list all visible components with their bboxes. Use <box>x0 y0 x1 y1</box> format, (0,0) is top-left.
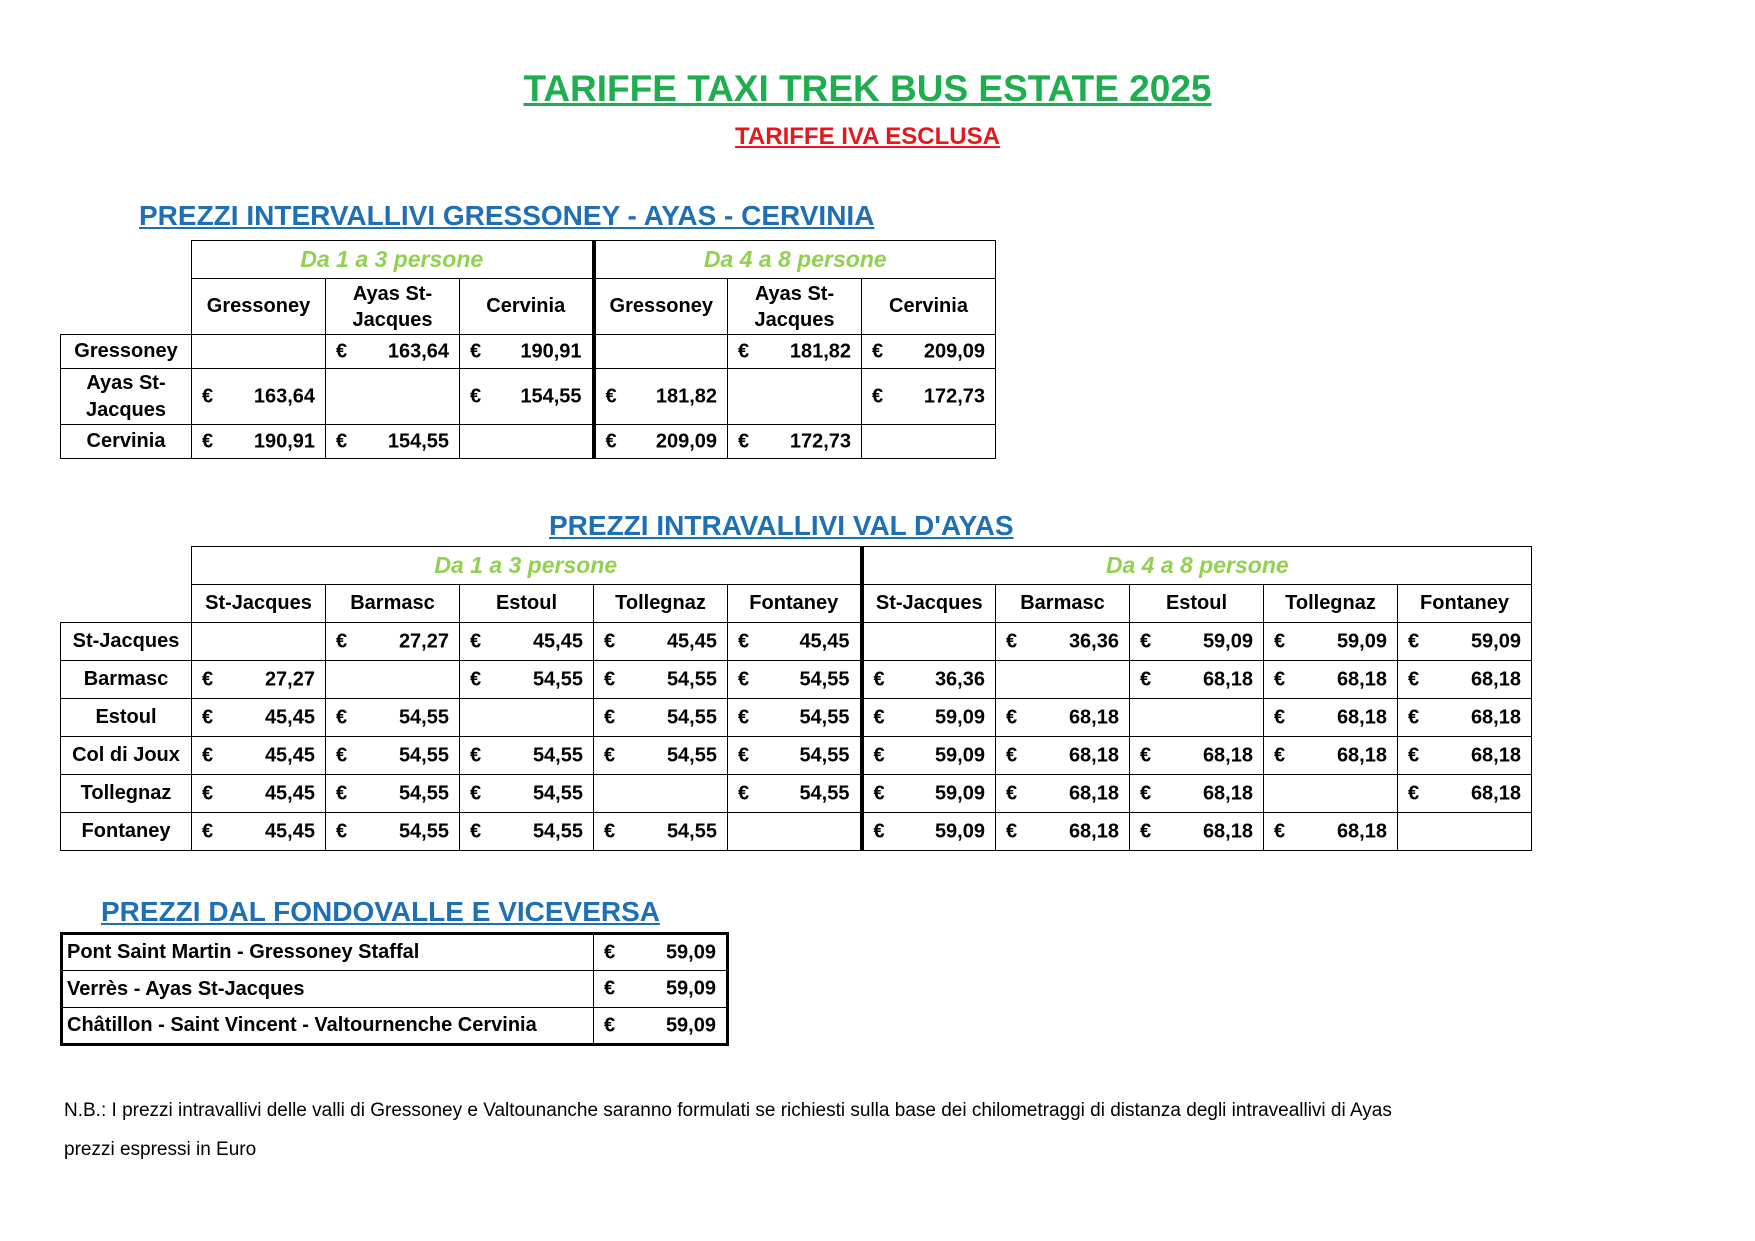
price-value: 59,09 <box>934 782 985 804</box>
price-value: 181,82 <box>655 385 717 407</box>
price-value: 59,09 <box>934 706 985 728</box>
corner-cell <box>61 241 192 279</box>
price-cell <box>326 335 460 369</box>
euro-symbol: € <box>604 1014 616 1036</box>
intervallivi-heading: PREZZI INTERVALLIVI GRESSONEY - AYAS - CERVINIA <box>139 200 875 231</box>
price-value: 68,18 <box>1202 744 1253 766</box>
price-value: 68,18 <box>1068 744 1119 766</box>
euro-symbol: € <box>605 385 617 407</box>
row-header: St-Jacques <box>61 623 192 661</box>
euro-symbol: € <box>202 430 214 452</box>
euro-symbol: € <box>873 744 885 766</box>
price-cell <box>326 425 460 459</box>
euro-symbol: € <box>604 820 616 842</box>
empty-cell <box>326 661 460 699</box>
price-value: 68,18 <box>1470 706 1521 728</box>
euro-symbol: € <box>873 706 885 728</box>
euro-symbol: € <box>1408 668 1420 690</box>
column-header: St-Jacques <box>862 585 996 623</box>
note-nb: N.B.: I prezzi intravallivi delle valli di Gressoney e Valtounanche saranno formulati se richiesti sulla base dei chilometraggi di distanza degli intraveallivi di Ayas <box>64 1100 1392 1121</box>
empty-cell <box>594 335 728 369</box>
price-value: 59,09 <box>665 977 716 1000</box>
euro-symbol: € <box>202 668 214 690</box>
empty-cell <box>460 699 594 737</box>
price-cell <box>1398 623 1532 661</box>
price-cell <box>862 335 996 369</box>
euro-symbol: € <box>738 668 750 690</box>
price-value: 45,45 <box>264 820 315 842</box>
euro-symbol: € <box>336 630 348 652</box>
table-row <box>61 699 1532 737</box>
euro-symbol: € <box>336 782 348 804</box>
route-label: Châtillon - Saint Vincent - Valtournenche Cervinia <box>62 1008 594 1045</box>
price-cell <box>862 369 996 425</box>
price-cell <box>1130 813 1264 851</box>
empty-cell <box>460 425 594 459</box>
price-cell <box>192 369 326 425</box>
price-cell <box>996 699 1130 737</box>
row-header: Gressoney <box>61 335 192 369</box>
euro-symbol: € <box>1140 668 1152 690</box>
price-cell <box>1398 661 1532 699</box>
euro-symbol: € <box>1408 706 1420 728</box>
price-cell <box>594 934 728 971</box>
group-header-1-3: Da 1 a 3 persone <box>192 241 594 279</box>
price-cell <box>460 775 594 813</box>
route-label: Pont Saint Martin - Gressoney Staffal <box>62 934 594 971</box>
price-value: 59,09 <box>934 820 985 842</box>
column-header: Cervinia <box>460 279 594 335</box>
price-value: 36,36 <box>934 668 985 690</box>
price-cell <box>594 813 728 851</box>
empty-cell <box>192 623 326 661</box>
euro-symbol: € <box>470 744 482 766</box>
price-value: 54,55 <box>398 744 449 766</box>
table-row <box>61 623 1532 661</box>
euro-symbol: € <box>1140 820 1152 842</box>
price-cell <box>192 699 326 737</box>
intravallivi-heading: PREZZI INTRAVALLIVI VAL D'AYAS <box>549 510 1014 541</box>
table-row <box>61 661 1532 699</box>
euro-symbol: € <box>1140 782 1152 804</box>
price-value: 209,09 <box>923 340 985 362</box>
column-header: Ayas St-Jacques <box>728 279 862 335</box>
euro-symbol: € <box>1408 630 1420 652</box>
price-cell <box>326 699 460 737</box>
empty-cell <box>728 813 862 851</box>
empty-cell <box>594 775 728 813</box>
price-value: 154,55 <box>520 385 582 407</box>
price-value: 54,55 <box>532 668 583 690</box>
table-row <box>61 369 996 425</box>
euro-symbol: € <box>738 782 750 804</box>
price-value: 54,55 <box>666 744 717 766</box>
price-cell <box>460 623 594 661</box>
price-cell <box>460 335 594 369</box>
corner-cell <box>61 547 192 585</box>
column-header: Ayas St-Jacques <box>326 279 460 335</box>
column-header: Fontaney <box>1398 585 1532 623</box>
euro-symbol: € <box>470 385 482 407</box>
price-value: 68,18 <box>1202 820 1253 842</box>
euro-symbol: € <box>1006 630 1018 652</box>
empty-cell <box>728 369 862 425</box>
price-cell <box>192 737 326 775</box>
row-header: Barmasc <box>61 661 192 699</box>
empty-cell <box>192 335 326 369</box>
price-cell <box>594 661 728 699</box>
euro-symbol: € <box>604 706 616 728</box>
price-value: 54,55 <box>532 820 583 842</box>
euro-symbol: € <box>202 820 214 842</box>
price-cell <box>594 699 728 737</box>
price-cell <box>728 661 862 699</box>
price-cell <box>1398 775 1532 813</box>
euro-symbol: € <box>738 744 750 766</box>
price-value: 172,73 <box>789 430 851 452</box>
column-header: Fontaney <box>728 585 862 623</box>
price-cell <box>862 775 996 813</box>
price-value: 54,55 <box>666 706 717 728</box>
euro-symbol: € <box>1006 820 1018 842</box>
price-cell <box>728 775 862 813</box>
price-value: 36,36 <box>1068 630 1119 652</box>
euro-symbol: € <box>470 668 482 690</box>
euro-symbol: € <box>604 977 616 1000</box>
price-value: 209,09 <box>655 430 717 452</box>
euro-symbol: € <box>1140 630 1152 652</box>
group-header-1-3: Da 1 a 3 persone <box>192 547 862 585</box>
price-cell <box>728 699 862 737</box>
price-cell <box>192 775 326 813</box>
price-cell <box>1130 737 1264 775</box>
price-value: 68,18 <box>1336 744 1387 766</box>
note-currency: prezzi espressi in Euro <box>64 1139 257 1160</box>
price-value: 45,45 <box>264 706 315 728</box>
price-value: 54,55 <box>398 706 449 728</box>
price-cell <box>1398 699 1532 737</box>
empty-cell <box>862 425 996 459</box>
row-header: Col di Joux <box>61 737 192 775</box>
price-value: 27,27 <box>264 668 315 690</box>
price-cell <box>594 425 728 459</box>
empty-cell <box>326 369 460 425</box>
euro-symbol: € <box>1274 706 1286 728</box>
euro-symbol: € <box>1274 820 1286 842</box>
price-cell <box>1264 813 1398 851</box>
row-header: Fontaney <box>61 813 192 851</box>
price-value: 163,64 <box>387 340 449 362</box>
price-cell <box>460 661 594 699</box>
price-cell <box>460 737 594 775</box>
euro-symbol: € <box>872 385 884 407</box>
price-value: 68,18 <box>1068 820 1119 842</box>
euro-symbol: € <box>336 744 348 766</box>
row-header: Ayas St-Jacques <box>61 369 192 425</box>
intravallivi-table <box>60 546 1532 851</box>
price-value: 54,55 <box>799 744 850 766</box>
euro-symbol: € <box>738 706 750 728</box>
row-header: Estoul <box>61 699 192 737</box>
column-header: Estoul <box>1130 585 1264 623</box>
price-value: 68,18 <box>1336 820 1387 842</box>
price-cell <box>1264 699 1398 737</box>
price-cell <box>996 813 1130 851</box>
euro-symbol: € <box>873 820 885 842</box>
price-cell <box>326 737 460 775</box>
price-cell <box>1264 737 1398 775</box>
empty-cell <box>996 661 1130 699</box>
page-subtitle: TARIFFE IVA ESCLUSA <box>735 123 1000 150</box>
column-header: St-Jacques <box>192 585 326 623</box>
euro-symbol: € <box>738 340 750 362</box>
price-value: 68,18 <box>1336 668 1387 690</box>
euro-symbol: € <box>873 668 885 690</box>
price-value: 59,09 <box>1202 630 1253 652</box>
price-cell <box>728 623 862 661</box>
euro-symbol: € <box>738 430 750 452</box>
intervallivi-table <box>60 240 996 459</box>
table-row <box>61 775 1532 813</box>
price-value: 54,55 <box>799 668 850 690</box>
euro-symbol: € <box>336 706 348 728</box>
price-value: 45,45 <box>532 630 583 652</box>
price-value: 54,55 <box>532 744 583 766</box>
empty-cell <box>1130 699 1264 737</box>
euro-symbol: € <box>1006 782 1018 804</box>
price-cell <box>594 623 728 661</box>
price-value: 68,18 <box>1068 782 1119 804</box>
euro-symbol: € <box>1274 668 1286 690</box>
euro-symbol: € <box>336 820 348 842</box>
price-value: 45,45 <box>264 744 315 766</box>
euro-symbol: € <box>336 340 348 362</box>
table-row <box>62 1008 728 1045</box>
empty-cell <box>1264 775 1398 813</box>
euro-symbol: € <box>605 430 617 452</box>
price-cell <box>862 737 996 775</box>
euro-symbol: € <box>604 630 616 652</box>
table-row <box>61 335 996 369</box>
table-row <box>61 737 1532 775</box>
price-cell <box>1398 737 1532 775</box>
euro-symbol: € <box>1006 744 1018 766</box>
table-row <box>62 934 728 971</box>
price-cell <box>326 623 460 661</box>
fondovalle-table <box>60 932 729 1046</box>
price-cell <box>594 1008 728 1045</box>
euro-symbol: € <box>470 782 482 804</box>
price-value: 154,55 <box>387 430 449 452</box>
column-header: Gressoney <box>594 279 728 335</box>
column-header: Cervinia <box>862 279 996 335</box>
route-label: Verrès - Ayas St-Jacques <box>62 971 594 1008</box>
table-row <box>61 813 1532 851</box>
price-value: 59,09 <box>934 744 985 766</box>
price-cell <box>862 661 996 699</box>
euro-symbol: € <box>470 820 482 842</box>
price-value: 45,45 <box>799 630 850 652</box>
price-value: 54,55 <box>799 706 850 728</box>
price-value: 54,55 <box>532 782 583 804</box>
euro-symbol: € <box>1408 744 1420 766</box>
price-value: 59,09 <box>665 1014 716 1036</box>
price-value: 54,55 <box>666 668 717 690</box>
price-value: 54,55 <box>666 820 717 842</box>
fondovalle-heading: PREZZI DAL FONDOVALLE E VICEVERSA <box>101 896 661 927</box>
price-cell <box>192 425 326 459</box>
price-value: 172,73 <box>923 385 985 407</box>
row-header: Cervinia <box>61 425 192 459</box>
price-cell <box>1130 775 1264 813</box>
euro-symbol: € <box>1408 782 1420 804</box>
column-header: Tollegnaz <box>1264 585 1398 623</box>
price-cell <box>594 737 728 775</box>
euro-symbol: € <box>872 340 884 362</box>
column-header: Barmasc <box>326 585 460 623</box>
price-cell <box>1130 623 1264 661</box>
euro-symbol: € <box>1140 744 1152 766</box>
price-cell <box>594 971 728 1008</box>
price-value: 27,27 <box>398 630 449 652</box>
empty-cell <box>862 623 996 661</box>
euro-symbol: € <box>1274 630 1286 652</box>
price-cell <box>862 813 996 851</box>
price-value: 45,45 <box>264 782 315 804</box>
price-cell <box>594 369 728 425</box>
price-cell <box>326 775 460 813</box>
price-value: 68,18 <box>1202 782 1253 804</box>
column-header: Estoul <box>460 585 594 623</box>
page-title: TARIFFE TAXI TREK BUS ESTATE 2025 <box>523 68 1212 109</box>
price-cell <box>996 775 1130 813</box>
price-cell <box>996 737 1130 775</box>
euro-symbol: € <box>202 385 214 407</box>
price-value: 190,91 <box>520 340 582 362</box>
euro-symbol: € <box>202 744 214 766</box>
column-header: Tollegnaz <box>594 585 728 623</box>
euro-symbol: € <box>604 744 616 766</box>
euro-symbol: € <box>202 782 214 804</box>
row-header: Tollegnaz <box>61 775 192 813</box>
price-value: 190,91 <box>253 430 315 452</box>
price-cell <box>1264 661 1398 699</box>
price-value: 68,18 <box>1470 782 1521 804</box>
euro-symbol: € <box>202 706 214 728</box>
euro-symbol: € <box>470 630 482 652</box>
euro-symbol: € <box>470 340 482 362</box>
column-header: Barmasc <box>996 585 1130 623</box>
price-cell <box>728 737 862 775</box>
price-value: 68,18 <box>1202 668 1253 690</box>
price-value: 59,09 <box>1470 630 1521 652</box>
group-header-4-8: Da 4 a 8 persone <box>594 241 996 279</box>
table-row <box>62 971 728 1008</box>
price-value: 45,45 <box>666 630 717 652</box>
price-cell <box>326 813 460 851</box>
price-value: 54,55 <box>398 820 449 842</box>
price-cell <box>862 699 996 737</box>
price-cell <box>1264 623 1398 661</box>
price-value: 68,18 <box>1336 706 1387 728</box>
price-cell <box>192 661 326 699</box>
price-value: 59,09 <box>1336 630 1387 652</box>
euro-symbol: € <box>336 430 348 452</box>
price-value: 59,09 <box>665 941 716 963</box>
euro-symbol: € <box>738 630 750 652</box>
column-header: Gressoney <box>192 279 326 335</box>
price-value: 68,18 <box>1470 744 1521 766</box>
price-value: 181,82 <box>789 340 851 362</box>
price-cell <box>460 369 594 425</box>
group-header-4-8: Da 4 a 8 persone <box>862 547 1532 585</box>
price-cell <box>728 425 862 459</box>
corner-cell <box>61 585 192 623</box>
price-value: 68,18 <box>1470 668 1521 690</box>
price-cell <box>192 813 326 851</box>
euro-symbol: € <box>604 668 616 690</box>
price-cell <box>1130 661 1264 699</box>
price-cell <box>460 813 594 851</box>
table-row <box>61 425 996 459</box>
euro-symbol: € <box>604 941 616 963</box>
price-value: 163,64 <box>253 385 315 407</box>
corner-cell <box>61 279 192 335</box>
price-value: 54,55 <box>799 782 850 804</box>
price-value: 54,55 <box>398 782 449 804</box>
price-cell <box>728 335 862 369</box>
empty-cell <box>1398 813 1532 851</box>
price-cell <box>996 623 1130 661</box>
price-value: 68,18 <box>1068 706 1119 728</box>
euro-symbol: € <box>1006 706 1018 728</box>
euro-symbol: € <box>1274 744 1286 766</box>
euro-symbol: € <box>873 782 885 804</box>
